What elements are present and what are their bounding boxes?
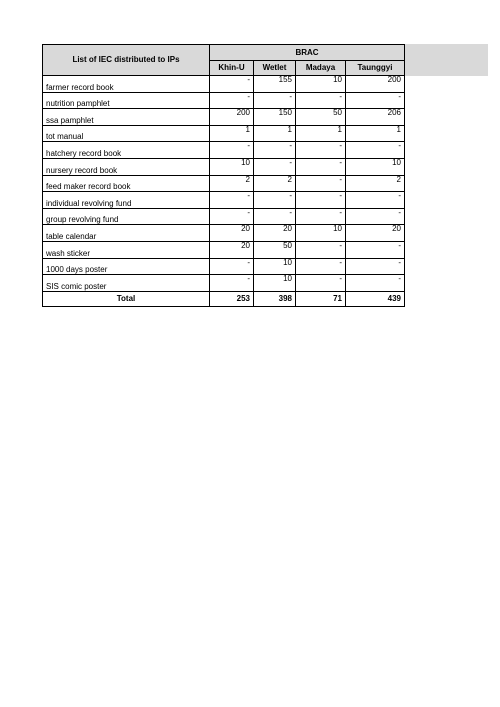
table-cell: 10	[254, 258, 296, 275]
total-cell: 398	[254, 291, 296, 306]
table-cell: 2	[210, 175, 254, 192]
table-row	[43, 275, 405, 292]
table-cell: -	[346, 208, 405, 225]
table-cell: -	[296, 258, 346, 275]
column-header: Wetlet	[254, 61, 296, 76]
table-cell: 1	[346, 125, 405, 142]
table-cell: -	[296, 92, 346, 109]
table-cell: -	[346, 275, 405, 292]
table-cell: -	[296, 241, 346, 258]
table-cell: -	[296, 142, 346, 159]
total-cell: 439	[346, 291, 405, 306]
row-label: individual revolving fund	[43, 192, 210, 209]
table-cell: 20	[210, 241, 254, 258]
table-cell: -	[296, 192, 346, 209]
table-cell: 200	[210, 109, 254, 126]
table-row	[43, 175, 405, 192]
table-cell: -	[254, 92, 296, 109]
table-cell: 50	[254, 241, 296, 258]
row-label: hatchery record book	[43, 142, 210, 159]
table-cell: 200	[346, 76, 405, 93]
table-cell: 155	[254, 76, 296, 93]
table-row	[43, 92, 405, 109]
table-cell: 10	[210, 158, 254, 175]
table-row	[43, 258, 405, 275]
table-row	[43, 208, 405, 225]
table-body	[43, 76, 405, 307]
row-label: wash sticker	[43, 241, 210, 258]
table-row	[43, 241, 405, 258]
table-cell: -	[346, 241, 405, 258]
total-row	[43, 291, 405, 306]
table-cell: 1	[210, 125, 254, 142]
total-cell: 71	[296, 291, 346, 306]
row-label: nutrition pamphlet	[43, 92, 210, 109]
table-cell: -	[296, 208, 346, 225]
table-cell: 10	[254, 275, 296, 292]
iec-distribution-table	[42, 44, 405, 307]
column-header: Madaya	[296, 61, 346, 76]
table-cell: -	[210, 142, 254, 159]
table-cell: -	[210, 258, 254, 275]
row-label: 1000 days poster	[43, 258, 210, 275]
group-header: BRAC	[210, 45, 405, 61]
table-cell: 50	[296, 109, 346, 126]
table-cell: 10	[296, 225, 346, 242]
row-label: group revolving fund	[43, 208, 210, 225]
table-cell: -	[210, 192, 254, 209]
table-cell: -	[296, 175, 346, 192]
table-row	[43, 109, 405, 126]
table-cell: 2	[346, 175, 405, 192]
table-cell: 1	[254, 125, 296, 142]
row-label: tot manual	[43, 125, 210, 142]
total-cell: 253	[210, 291, 254, 306]
header-shading	[404, 44, 488, 76]
table-cell: -	[254, 142, 296, 159]
table-cell: -	[346, 142, 405, 159]
table-row	[43, 142, 405, 159]
table-cell: -	[210, 92, 254, 109]
table-cell: 20	[346, 225, 405, 242]
table-row	[43, 76, 405, 93]
table-cell: 20	[254, 225, 296, 242]
table-row	[43, 125, 405, 142]
row-label: feed maker record book	[43, 175, 210, 192]
table-cell: -	[210, 76, 254, 93]
table-cell: -	[254, 208, 296, 225]
row-label: SIS comic poster	[43, 275, 210, 292]
row-label: table calendar	[43, 225, 210, 242]
table-cell: 2	[254, 175, 296, 192]
table-cell: 1	[296, 125, 346, 142]
table-cell: -	[296, 158, 346, 175]
table-cell: -	[254, 192, 296, 209]
table-row	[43, 225, 405, 242]
table-cell: 150	[254, 109, 296, 126]
column-header: Taunggyi	[346, 61, 405, 76]
table-cell: -	[346, 92, 405, 109]
row-label: ssa pamphlet	[43, 109, 210, 126]
table-cell: 206	[346, 109, 405, 126]
table-row	[43, 158, 405, 175]
table-cell: -	[346, 192, 405, 209]
table-cell: -	[346, 258, 405, 275]
table-cell: 20	[210, 225, 254, 242]
table-cell: -	[254, 158, 296, 175]
table-cell: -	[296, 275, 346, 292]
row-label: farmer record book	[43, 76, 210, 93]
table-row	[43, 192, 405, 209]
table-cell: -	[210, 275, 254, 292]
total-label: Total	[43, 291, 210, 306]
column-header: Khin-U	[210, 61, 254, 76]
table-cell: 10	[346, 158, 405, 175]
row-label: nursery record book	[43, 158, 210, 175]
table-cell: 10	[296, 76, 346, 93]
table-cell: -	[210, 208, 254, 225]
table-title: List of IEC distributed to IPs	[43, 45, 210, 76]
